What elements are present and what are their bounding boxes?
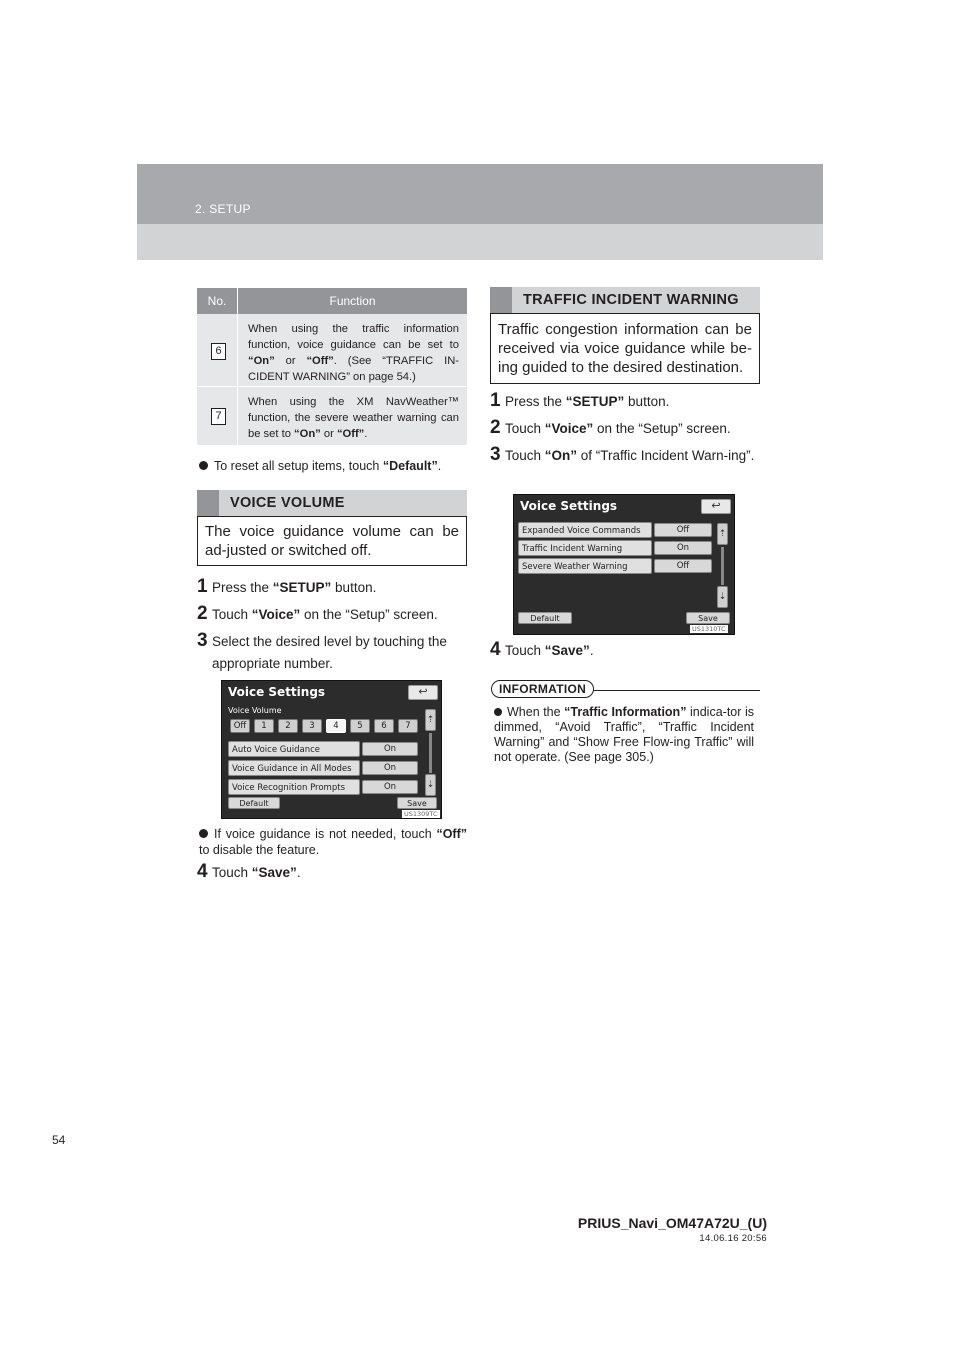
traffic-warning-steps	[490, 391, 762, 467]
section-intro: Traffic congestion information can be received via voice guidance while be-ing guided to the desired destination.	[490, 313, 760, 384]
info-divider	[590, 690, 760, 691]
voice-recognition-prompts-row[interactable]: Voice Recognition Prompts	[228, 779, 360, 795]
scroll-down-icon[interactable]: ⇣	[425, 774, 436, 796]
table-row	[197, 387, 467, 446]
voice-settings-screen-traffic	[513, 494, 735, 635]
item-number-6: 6	[211, 343, 226, 360]
voice-settings-screen	[221, 680, 442, 819]
volume-1-button[interactable]: 1	[254, 719, 274, 733]
function-table	[197, 288, 467, 446]
volume-label: Voice Volume	[228, 706, 282, 715]
document-date: 14.06.16 20:56	[699, 1233, 767, 1244]
default-button[interactable]: Default	[228, 797, 280, 809]
save-button[interactable]: Save	[397, 797, 437, 809]
volume-5-button[interactable]: 5	[350, 719, 370, 733]
volume-2-button[interactable]: 2	[278, 719, 298, 733]
section-title: VOICE VOLUME	[230, 495, 345, 511]
information-section	[491, 680, 594, 698]
figure-code: US1309TC	[404, 810, 438, 818]
step-item: 1 Press the “SETUP” button.	[197, 576, 377, 597]
step-item: 2 Touch “Voice” on the “Setup” screen.	[197, 603, 438, 624]
bullet-icon	[199, 829, 208, 838]
information-tag: INFORMATION	[491, 680, 594, 698]
volume-6-button[interactable]: 6	[374, 719, 394, 733]
item-number-7: 7	[211, 408, 226, 425]
bullet-icon	[199, 461, 208, 470]
step-item: 2 Touch “Voice” on the “Setup” screen.	[490, 417, 731, 438]
volume-4-button[interactable]: 4	[326, 719, 346, 733]
voice-volume-steps	[197, 577, 469, 675]
section-label: 2. SETUP	[195, 202, 251, 216]
screen-title: Voice Settings	[228, 685, 326, 699]
expanded-voice-commands-row[interactable]: Expanded Voice Commands	[518, 522, 652, 538]
severe-weather-warning-value[interactable]: Off	[654, 559, 712, 573]
scrollbar-track	[721, 547, 724, 585]
off-note: If voice guidance is not needed, touch “Off” to disable the feature.	[199, 827, 467, 857]
back-button[interactable]: ↩	[408, 685, 438, 700]
volume-off-button[interactable]: Off	[230, 719, 250, 733]
function-text: When using the traffic information function, voice guidance can be set to “On” or “Off”. (See “TRAFFIC IN-CIDENT WARNING” on page 54.)	[248, 323, 460, 383]
expanded-voice-commands-value[interactable]: Off	[654, 523, 712, 537]
bullet-icon	[494, 708, 502, 716]
step-item: 4 Touch “Save”.	[197, 861, 301, 882]
step-item: 1 Press the “SETUP” button.	[490, 390, 670, 411]
figure-code: US1310TC	[692, 625, 726, 633]
voice-guidance-all-modes-row[interactable]: Voice Guidance in All Modes	[228, 760, 360, 776]
auto-voice-guidance-row[interactable]: Auto Voice Guidance	[228, 741, 360, 757]
table-header	[197, 288, 467, 314]
step-item: 3 Select the desired level by touching the appropriate number.	[197, 630, 447, 671]
table-row	[197, 314, 467, 387]
voice-volume-section	[197, 490, 467, 566]
screen-title: Voice Settings	[520, 499, 618, 513]
back-button[interactable]: ↩	[701, 499, 731, 514]
section-title: TRAFFIC INCIDENT WARNING	[523, 292, 739, 308]
volume-3-button[interactable]: 3	[302, 719, 322, 733]
reset-note: To reset all setup items, touch “Default”.	[199, 458, 469, 474]
save-button[interactable]: Save	[686, 612, 730, 624]
volume-7-button[interactable]: 7	[398, 719, 418, 733]
severe-weather-warning-row[interactable]: Severe Weather Warning	[518, 558, 652, 574]
header-subband	[137, 224, 823, 260]
page-number: 54	[52, 1133, 66, 1147]
document-id: PRIUS_Navi_OM47A72U_(U)	[577, 1215, 767, 1231]
scroll-up-icon[interactable]: ⇡	[717, 523, 728, 545]
traffic-incident-warning-value[interactable]: On	[654, 541, 712, 555]
section-intro: The voice guidance volume can be ad-justed or switched off.	[197, 516, 467, 566]
auto-voice-guidance-value[interactable]: On	[362, 742, 418, 756]
col-header-function: Function	[329, 294, 376, 308]
traffic-warning-section	[490, 287, 760, 384]
scroll-down-icon[interactable]: ⇣	[717, 586, 728, 608]
voice-recognition-prompts-value[interactable]: On	[362, 780, 418, 794]
step-item: 4 Touch “Save”.	[490, 639, 594, 660]
voice-guidance-all-modes-value[interactable]: On	[362, 761, 418, 775]
step-item: 3 Touch “On” of “Traffic Incident Warn-ing”.	[490, 444, 755, 465]
default-button[interactable]: Default	[518, 612, 572, 624]
col-header-no: No.	[197, 288, 238, 314]
scrollbar-track	[429, 733, 432, 773]
information-item: When the “Traffic Information” indica-tor is dimmed, “Avoid Traffic”, “Traffic Incident Warning” and “Show Free Flow-ing Traffic” will not operate. (See page 305.)	[494, 705, 754, 764]
function-text: When using the XM NavWeather™ function, the severe weather warning can be set to “On” or “Off”.	[248, 396, 459, 440]
traffic-incident-warning-row[interactable]: Traffic Incident Warning	[518, 540, 652, 556]
scroll-up-icon[interactable]: ⇡	[425, 709, 436, 731]
